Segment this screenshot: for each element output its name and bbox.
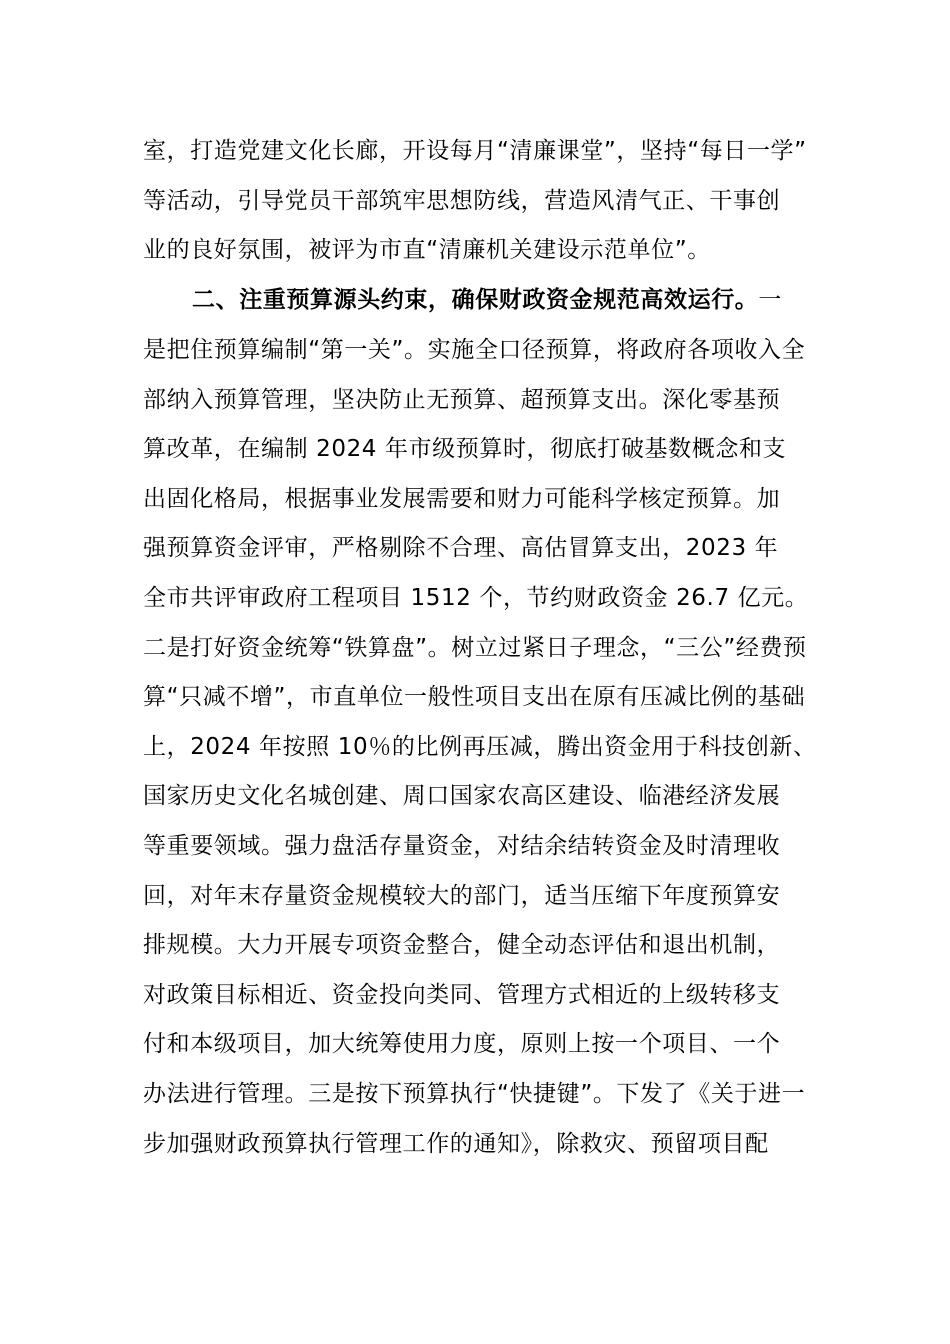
- text-line: 对政策目标相近、资金投向类同、管理方式相近的上级转移支: [143, 982, 781, 1008]
- text-line: 付和本级项目，加大统筹使用力度，原则上按一个项目、一个: [143, 1031, 781, 1057]
- text-line: 步加强财政预算执行管理工作的通知》，除救灾、预留项目配: [143, 1131, 769, 1157]
- section-heading-line: [192, 280, 782, 320]
- text-line: 上，2024 年按照 10％的比例再压减，腾出资金用于科技创新、: [143, 734, 817, 760]
- text-line: 出固化格局，根据事业发展需要和财力可能科学核定预算。加: [143, 486, 781, 512]
- text-line: 办法进行管理。三是按下预算执行“快捷键”。下发了《关于进一: [143, 1081, 806, 1107]
- section-heading: 二、注重预算源头约束，确保财政资金规范高效运行。: [192, 287, 759, 313]
- text-line: 等重要领域。强力盘活存量资金，对结余结转资金及时清理收: [143, 833, 781, 859]
- text-line: 二是打好资金统筹“铁算盘”。树立过紧日子理念，“三公”经费预: [143, 635, 807, 661]
- text-line: 是把住预算编制“第一关”。实施全口径预算，将政府各项收入全: [143, 337, 806, 363]
- text-line: 强预算资金评审，严格剔除不合理、高估冒算支出，2023 年: [143, 535, 779, 561]
- text-line: 回，对年末存量资金规模较大的部门，适当压缩下年度预算安: [143, 883, 781, 909]
- text-line: 算改革，在编制 2024 年市级预算时，彻底打破基数概念和支: [143, 436, 787, 462]
- text-line: 等活动，引导党员干部筑牢思想防线，营造风清气正、干事创: [143, 188, 781, 214]
- text-line: 排规模。大力开展专项资金整合，健全动态评估和退出机制，: [143, 932, 781, 958]
- text-line: 业的良好氛围，被评为市直“清廉机关建设示范单位”。: [143, 237, 711, 263]
- section-heading-tail: 一: [758, 287, 783, 313]
- text-line: 室，打造党建文化长廊，开设每月“清廉课堂”，坚持“每日一学”: [143, 138, 807, 164]
- text-line: 国家历史文化名城创建、周口国家农高区建设、临港经济发展: [143, 783, 781, 809]
- text-line: 全市共评审政府工程项目 1512 个，节约财政资金 26.7 亿元。: [143, 585, 809, 611]
- text-line: 部纳入预算管理，坚决防止无预算、超预算支出。深化零基预: [143, 387, 781, 413]
- text-line: 算“只减不增”，市直单位一般性项目支出在原有压减比例的基础: [143, 684, 806, 710]
